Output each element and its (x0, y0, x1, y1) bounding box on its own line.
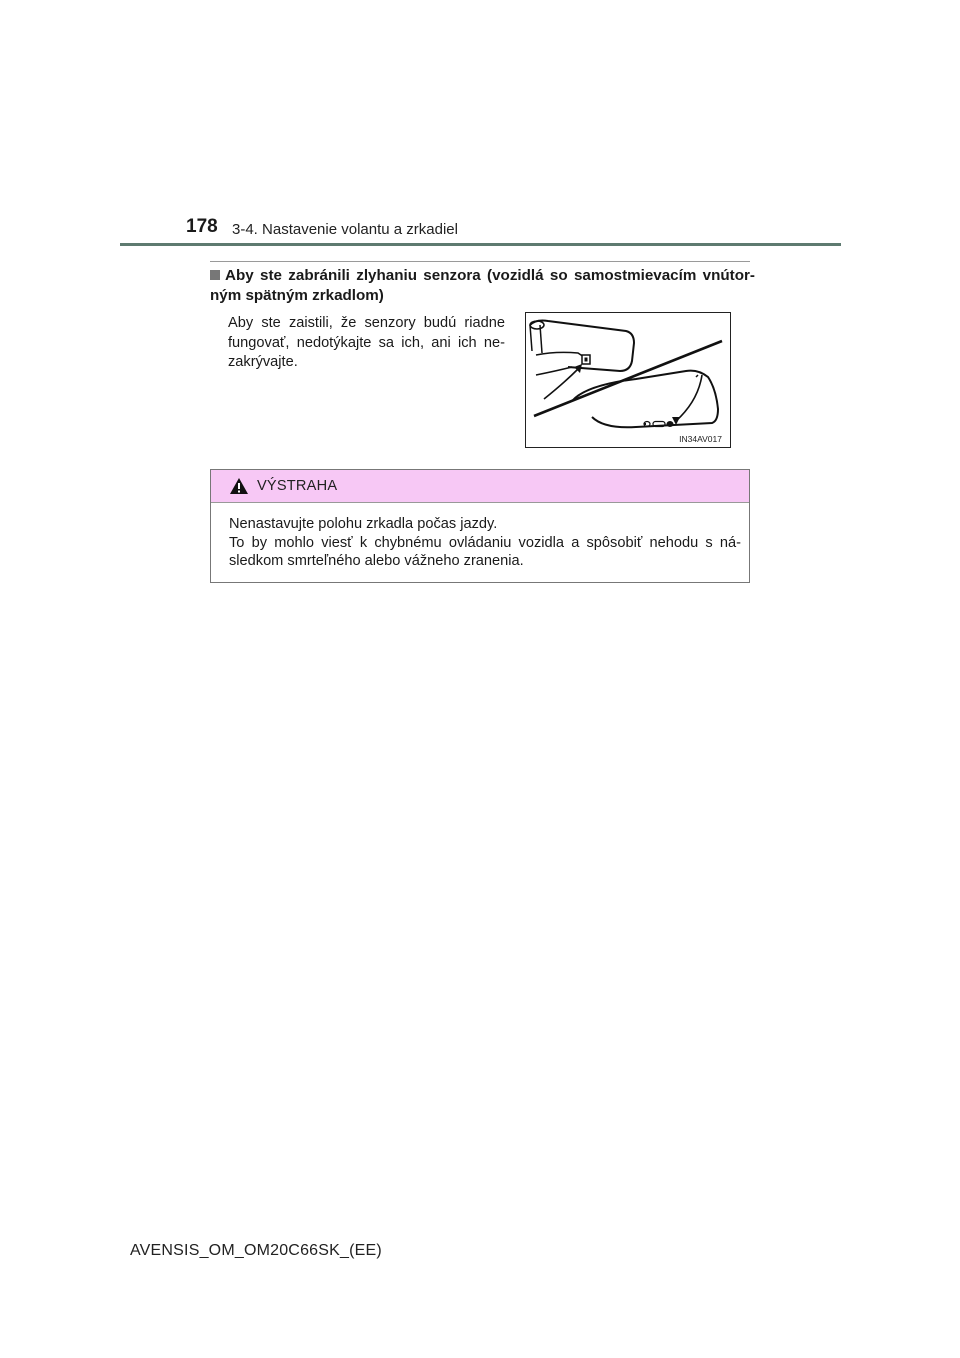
warning-line-1: Nenastavujte polohu zrkadla počas jazdy. (229, 516, 498, 532)
page-number: 178 (186, 216, 218, 237)
section-divider (210, 261, 750, 262)
sensor-instruction-text: Aby ste zaistili, že senzory budú riadne fungovať, nedotýkajte sa ich, ani ich ne-zakrývajte. (228, 315, 505, 370)
sensor-subheading (210, 266, 755, 306)
warning-triangle-icon (229, 477, 249, 495)
document-code: AVENSIS_OM_OM20C66SK_(EE) (130, 1242, 382, 1259)
square-bullet-icon (210, 270, 220, 280)
warning-box (210, 469, 750, 583)
mirror-drawing (526, 313, 730, 447)
figure-code: IN34AV017 (679, 434, 722, 444)
mirror-sensor-illustration (525, 312, 731, 448)
sensor-heading-text: Aby ste zabránili zlyhaniu senzora (vozidlá so samostmievacím vnútor-ným spätným zrkadlom) (210, 267, 755, 304)
warning-body (229, 515, 741, 571)
header-divider (120, 243, 841, 246)
warning-line-2: To by mohlo viesť k chybnému ovládaniu vozidla a spôsobiť nehodu s ná-sledkom smrteľného alebo vážneho zranenia. (229, 534, 741, 569)
warning-header (211, 470, 749, 503)
section-title: 3-4. Nastavenie volantu a zrkadiel (232, 221, 458, 238)
warning-title: VÝSTRAHA (257, 478, 338, 494)
